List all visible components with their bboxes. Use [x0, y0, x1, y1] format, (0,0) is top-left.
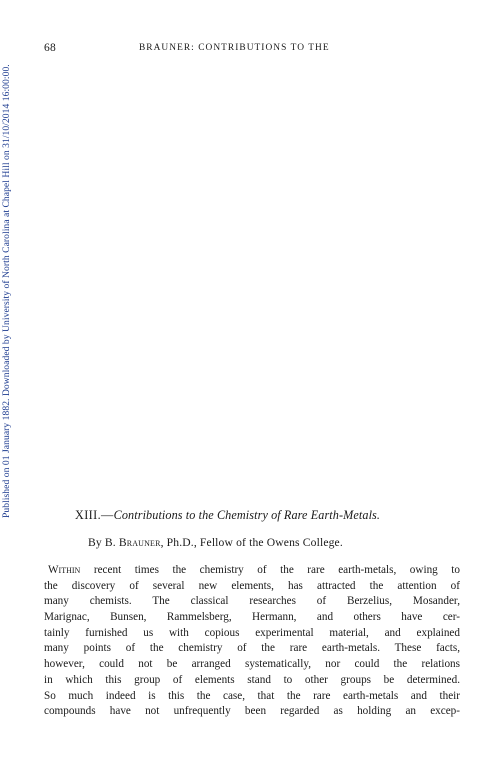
download-watermark-text: Published on 01 January 1882. Downloaded by University of North Carolina at Chapel Hill on 31/10/2014 16:00:00.	[1, 64, 12, 518]
running-head: BRAUNER: CONTRIBUTIONS TO THE	[139, 43, 330, 53]
paragraph-line: So much indeed is this the case, that the rare earth-metals and their	[44, 689, 460, 702]
paragraph-line: tainly furnished us with copious experimental material, and explained	[44, 626, 460, 639]
paragraph-line: many chemists. The classical researches of Berzelius, Mosander,	[44, 595, 460, 608]
paragraph-line: the discovery of several new elements, has attracted the attention of	[44, 579, 460, 592]
article-title-text: Contributions to the Chemistry of Rare Earth-Metals.	[113, 508, 381, 522]
body-paragraph	[44, 563, 460, 720]
paragraph-line: however, could not be arranged systematically, nor could the relations	[44, 658, 460, 671]
paragraph-line-text: recent times the chemistry of the rare earth-metals, owing to	[80, 564, 460, 576]
byline	[88, 536, 343, 549]
paragraph-line: many points of the chemistry of the rare earth-metals. These facts,	[44, 642, 460, 655]
download-watermark	[1, 8, 15, 518]
lead-word: Within	[48, 564, 81, 576]
paragraph-line: Marignac, Bunsen, Rammelsberg, Hermann, and others have cer-	[44, 611, 460, 624]
author-name: Brauner	[118, 536, 161, 549]
byline-affiliation: , Ph.D., Fellow of the Owens College.	[160, 536, 343, 549]
byline-prefix: By B.	[88, 536, 116, 549]
paragraph-line	[44, 563, 460, 579]
paragraph-line: in which this group of elements stand to other groups be determined.	[44, 673, 460, 686]
article-number: XIII.—	[75, 508, 114, 522]
paragraph-line: compounds have not unfrequently been regarded as holding an excep-	[44, 705, 460, 718]
article-title	[75, 508, 380, 523]
page-number: 68	[44, 42, 57, 54]
